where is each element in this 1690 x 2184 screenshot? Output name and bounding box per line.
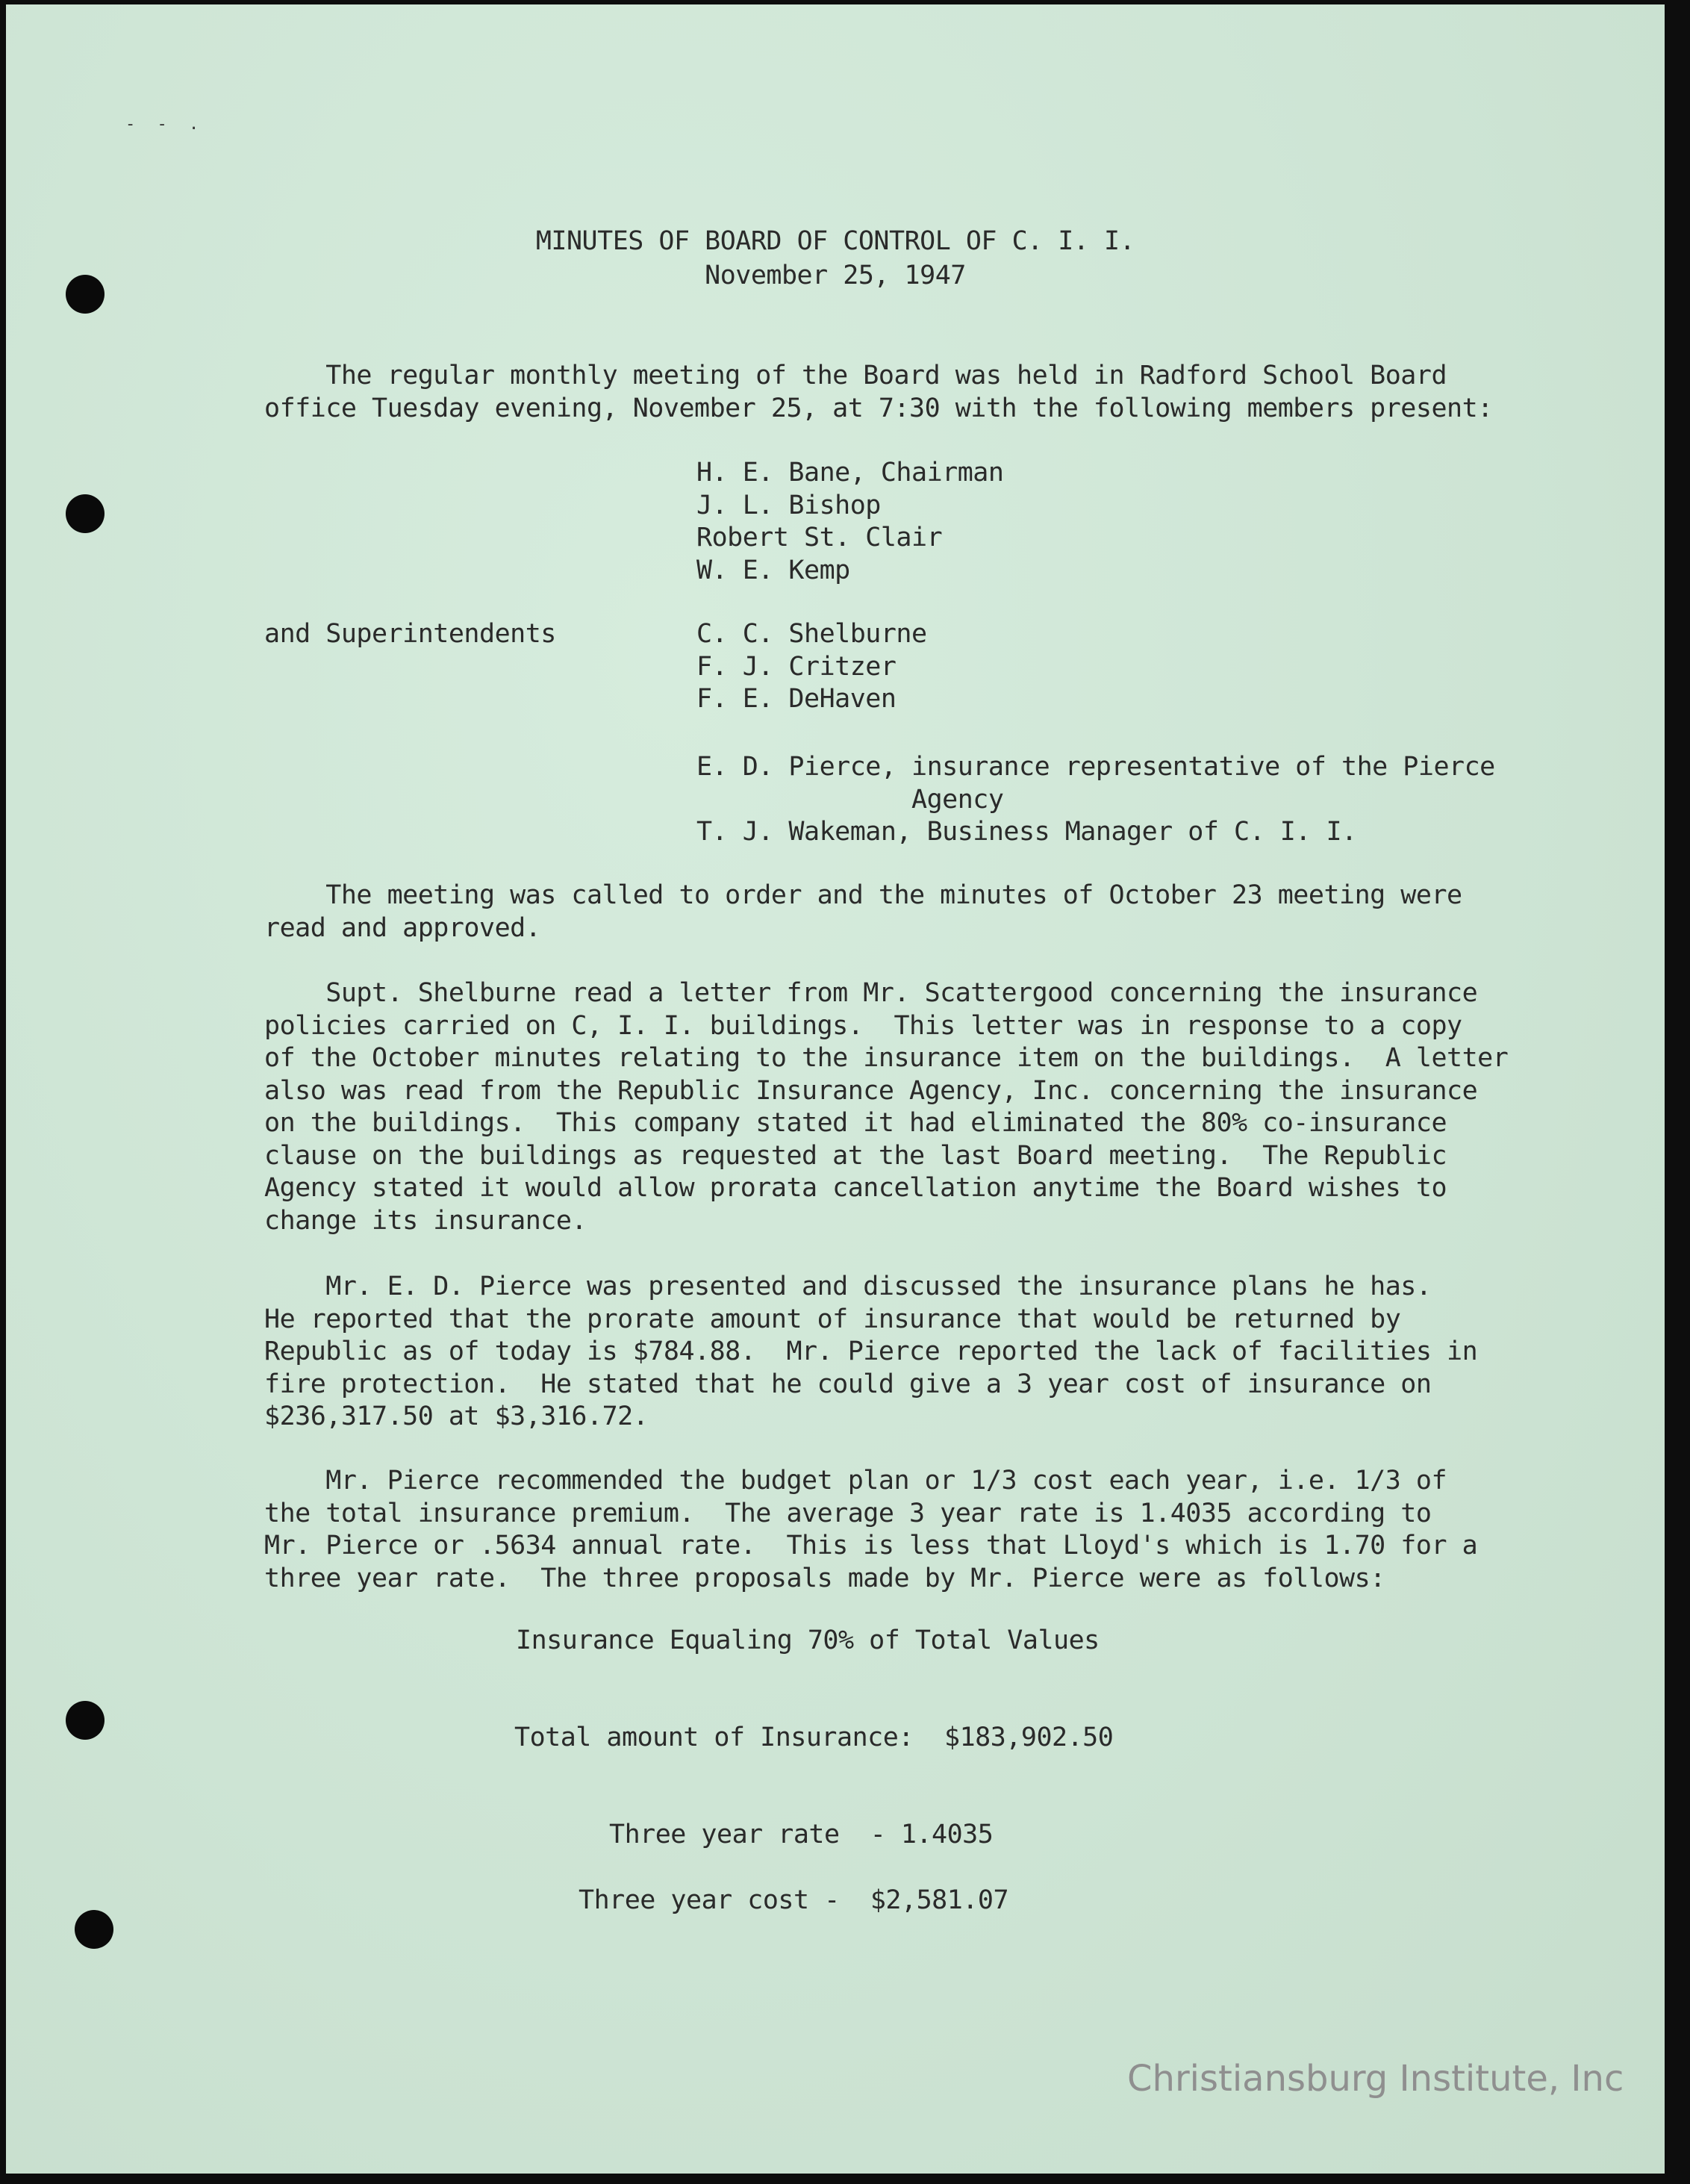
paragraph-budget-plan bbox=[264, 1465, 1477, 1595]
superintendents-label: and Superintendents bbox=[264, 619, 556, 649]
superintendent-item: F. E. DeHaven bbox=[696, 684, 897, 714]
superintendent-item: F. J. Critzer bbox=[696, 651, 897, 682]
paragraph-line: on the buildings. This company stated it had eliminated the 80% co-insurance bbox=[264, 1108, 1447, 1138]
opening-paragraph bbox=[264, 360, 1493, 425]
archive-watermark: Christiansburg Institute, Inc bbox=[1127, 2058, 1624, 2100]
other-attendee-line: T. J. Wakeman, Business Manager of C. I. I. bbox=[696, 817, 1357, 847]
opening-line-1: The regular monthly meeting of the Board was held in Radford School Board bbox=[264, 361, 1447, 391]
paragraph-line: fire protection. He stated that he could give a 3 year cost of insurance on bbox=[264, 1369, 1432, 1399]
superintendents-list bbox=[696, 618, 927, 716]
proposal-three-year-rate: Three year rate - 1.4035 bbox=[609, 1820, 994, 1849]
paragraph-line: He reported that the prorate amount of insurance that would be returned by bbox=[264, 1304, 1401, 1334]
paragraph-line: also was read from the Republic Insurance Agency, Inc. concerning the insurance bbox=[264, 1075, 1478, 1106]
document-page bbox=[6, 4, 1665, 2174]
other-attendee-line: E. D. Pierce, insurance representative of the Pierce bbox=[696, 752, 1495, 782]
paragraph-line: Mr. Pierce recommended the budget plan or 1/3 cost each year, i.e. 1/3 of bbox=[264, 1466, 1447, 1496]
paragraph-line: policies carried on C, I. I. buildings. This letter was in response to a copy bbox=[264, 1010, 1462, 1041]
opening-line-2: office Tuesday evening, November 25, at 7:30 with the following members present: bbox=[264, 393, 1493, 423]
paragraph-line: three year rate. The three proposals made by Mr. Pierce were as follows: bbox=[264, 1563, 1385, 1593]
paragraph-line: Agency stated it would allow prorata cancellation anytime the Board wishes to bbox=[264, 1173, 1447, 1203]
punch-hole-2 bbox=[66, 494, 105, 533]
paragraph-line: Supt. Shelburne read a letter from Mr. Scattergood concerning the insurance bbox=[264, 978, 1478, 1008]
paragraph-line: clause on the buildings as requested at the last Board meeting. The Republic bbox=[264, 1140, 1447, 1171]
page-title: MINUTES OF BOARD OF CONTROL OF C. I. I. bbox=[535, 226, 1135, 256]
member-item: W. E. Kemp bbox=[696, 555, 850, 585]
punch-hole-3 bbox=[66, 1701, 105, 1740]
superintendent-item: C. C. Shelburne bbox=[696, 619, 927, 649]
paragraph-line: the total insurance premium. The average 3 year rate is 1.4035 according to bbox=[264, 1498, 1432, 1528]
paragraph-pierce-report bbox=[264, 1271, 1477, 1434]
member-item: H. E. Bane, Chairman bbox=[696, 458, 1004, 488]
paragraph-line: Mr. E. D. Pierce was presented and discussed the insurance plans he has. bbox=[264, 1272, 1432, 1301]
paragraph-minutes-approval bbox=[264, 880, 1462, 945]
proposal-total-amount: Total amount of Insurance: $183,902.50 bbox=[514, 1723, 1114, 1752]
proposal-three-year-cost: Three year cost - $2,581.07 bbox=[579, 1885, 1009, 1915]
punch-hole-4 bbox=[75, 1910, 113, 1949]
proposal-heading: Insurance Equaling 70% of Total Values bbox=[516, 1625, 1100, 1655]
paragraph-line: read and approved. bbox=[264, 912, 541, 943]
member-item: J. L. Bishop bbox=[696, 490, 881, 520]
paragraph-line: The meeting was called to order and the minutes of October 23 meeting were bbox=[264, 880, 1462, 910]
paragraph-line: change its insurance. bbox=[264, 1205, 587, 1236]
other-attendee-line: Agency bbox=[696, 784, 1004, 815]
members-list bbox=[696, 457, 1003, 587]
paragraph-line: of the October minutes relating to the insurance item on the buildings. A letter bbox=[264, 1043, 1509, 1073]
stray-pen-marks: - - . bbox=[125, 115, 205, 134]
meeting-date: November 25, 1947 bbox=[705, 261, 966, 290]
paragraph-insurance-letters bbox=[264, 977, 1508, 1237]
paragraph-line: Republic as of today is $784.88. Mr. Pierce reported the lack of facilities in bbox=[264, 1337, 1478, 1366]
others-present-list bbox=[696, 751, 1495, 849]
paragraph-line: Mr. Pierce or .5634 annual rate. This is less that Lloyd's which is 1.70 for a bbox=[264, 1531, 1478, 1561]
member-item: Robert St. Clair bbox=[696, 523, 943, 553]
paragraph-line: $236,317.50 at $3,316.72. bbox=[264, 1401, 649, 1431]
